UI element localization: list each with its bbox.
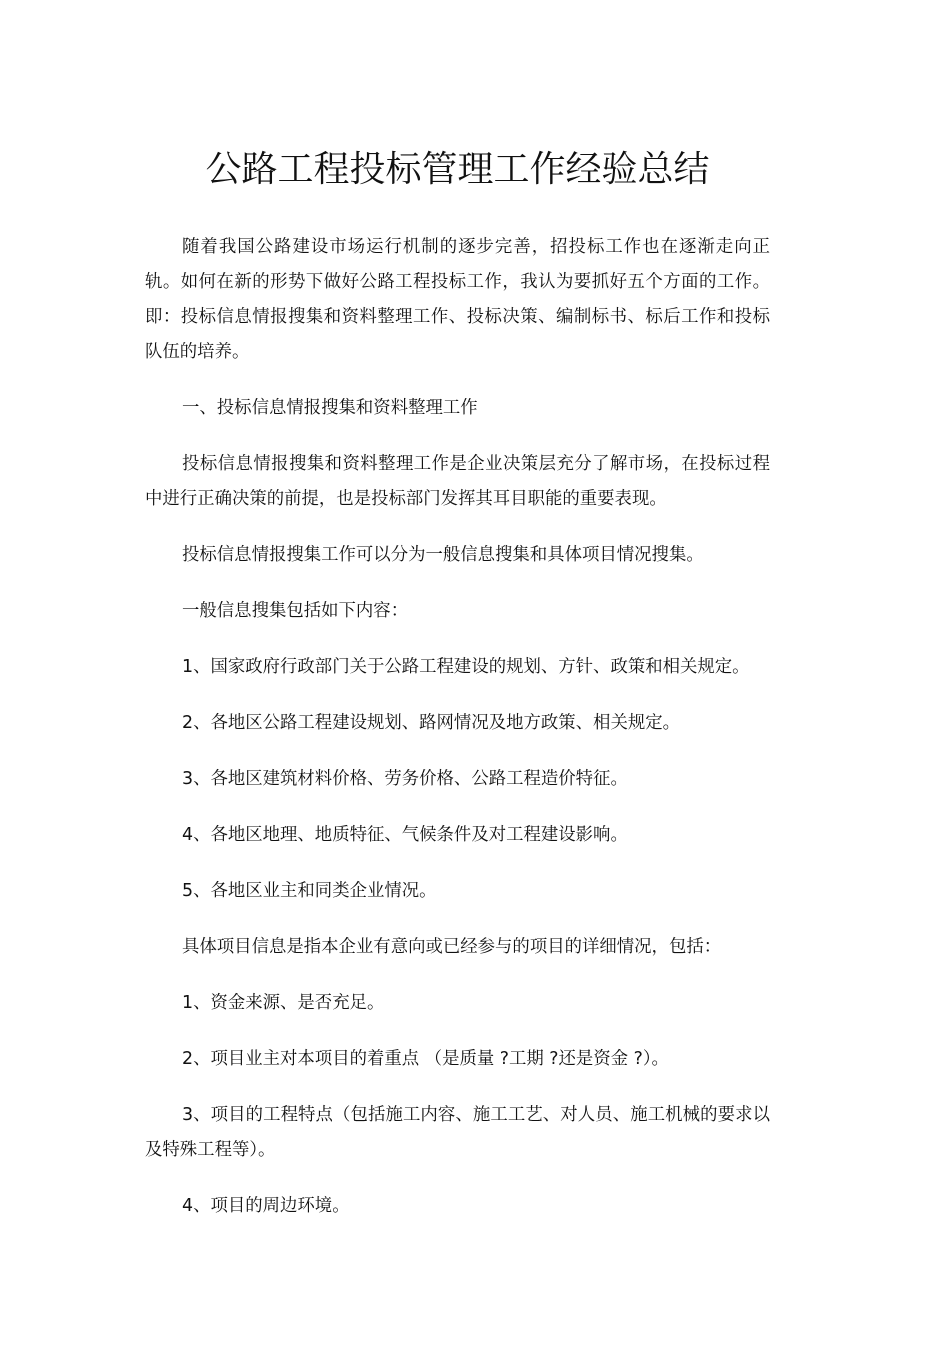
list-item-project-1: 1、资金来源、是否充足。 — [182, 993, 385, 1013]
list-item-general-4: 4、各地区地理、地质特征、气候条件及对工程建设影响。 — [182, 825, 628, 845]
list-item-general-1: 1、国家政府行政部门关于公路工程建设的规划、方针、政策和相关规定。 — [182, 657, 750, 677]
paragraph-info-types: 投标信息情报搜集工作可以分为一般信息搜集和具体项目情况搜集。 — [182, 545, 704, 565]
section-heading-1: 一、投标信息情报搜集和资料整理工作 — [182, 398, 478, 418]
paragraph-info-importance: 投标信息情报搜集和资料整理工作是企业决策层充分了解市场，在投标过程中进行正确决策的前提，也是投标部门发挥其耳目职能的重要表现。 — [145, 454, 770, 509]
document-title: 公路工程投标管理工作经验总结 — [205, 149, 710, 191]
list-item-general-5: 5、各地区业主和同类企业情况。 — [182, 881, 437, 901]
paragraph-general-info-heading: 一般信息搜集包括如下内容： — [182, 601, 409, 621]
paragraph-intro: 随着我国公路建设市场运行机制的逐步完善，招投标工作也在逐渐走向正轨。如何在新的形势下做好公路工程投标工作，我认为要抓好五个方面的工作。即：投标信息情报搜集和资料整理工作、投标决策、编制标书、标后工作和投标队伍的培养。 — [145, 237, 770, 362]
paragraph-project-info-heading: 具体项目信息是指本企业有意向或已经参与的项目的详细情况，包括： — [182, 937, 722, 957]
list-item-project-2: 2、项目业主对本项目的着重点 （是质量 ?工期 ?还是资金 ?）。 — [182, 1049, 669, 1069]
list-item-project-3: 3、项目的工程特点（包括施工内容、施工工艺、对人员、施工机械的要求以及特殊工程等）。 — [145, 1105, 770, 1160]
list-item-general-3: 3、各地区建筑材料价格、劳务价格、公路工程造价特征。 — [182, 769, 628, 789]
list-item-project-4: 4、项目的周边环境。 — [182, 1196, 350, 1216]
list-item-general-2: 2、各地区公路工程建设规划、路网情况及地方政策、相关规定。 — [182, 713, 681, 733]
document-body — [145, 230, 770, 1224]
